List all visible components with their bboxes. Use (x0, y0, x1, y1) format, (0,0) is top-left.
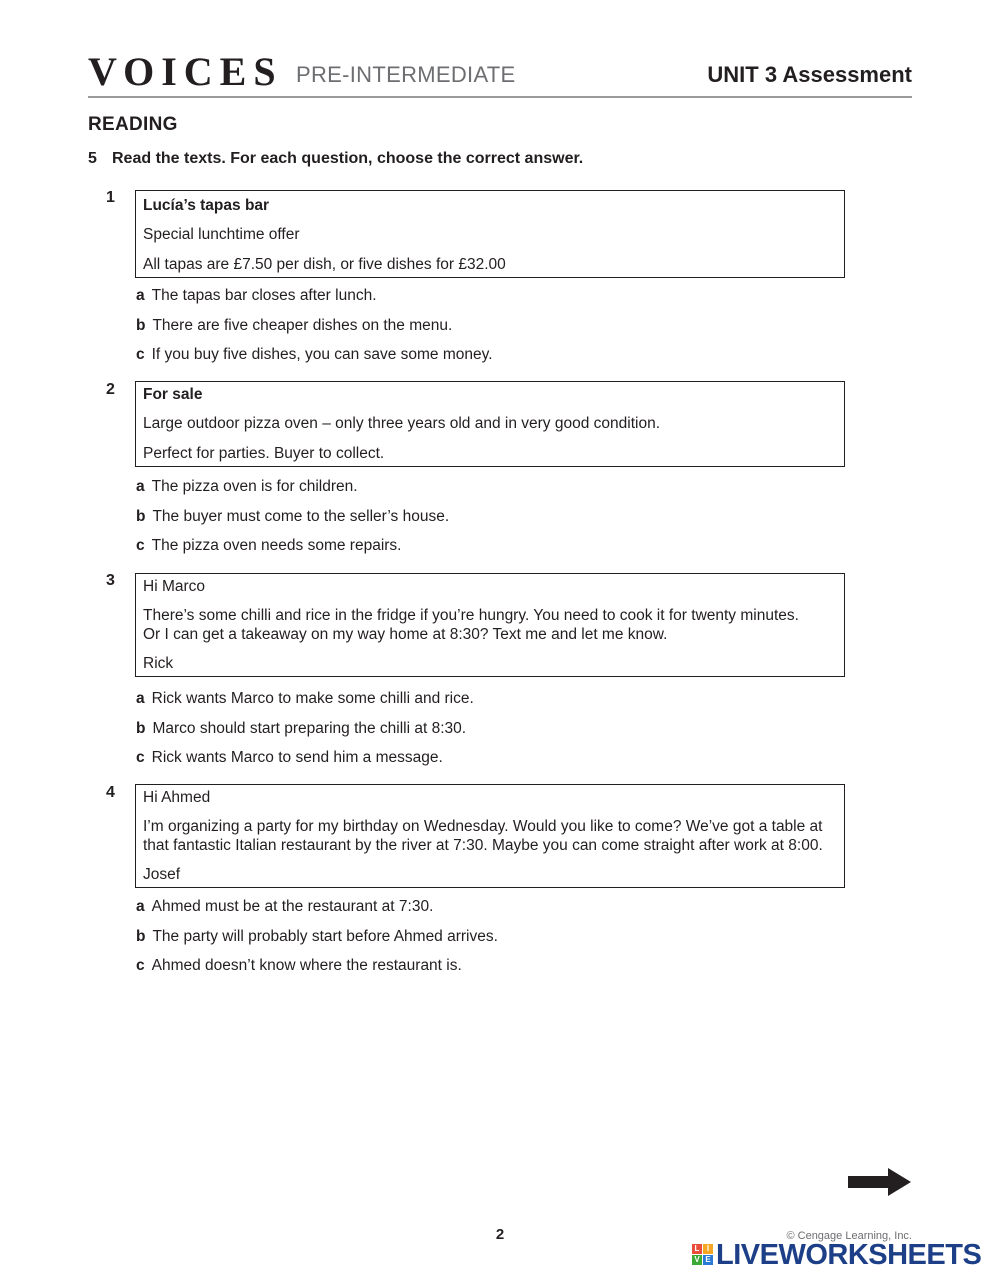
option-letter: b (136, 317, 146, 334)
option-letter: c (136, 957, 145, 974)
option-letter: a (136, 690, 145, 707)
option-letter: c (136, 346, 145, 363)
question-number: 2 (106, 381, 115, 398)
box-line: that fantastic Italian restaurant by the river at 7:30. Maybe you can come straight after work at 8:00. (143, 837, 823, 854)
answer-option-c[interactable] (136, 346, 493, 364)
text-box (135, 784, 845, 888)
copyright-notice: © Cengage Learning, Inc. (786, 1230, 912, 1242)
answer-option-c[interactable] (136, 749, 443, 767)
answer-option-a[interactable] (136, 690, 474, 708)
arrow-right-icon[interactable] (848, 1166, 912, 1198)
answer-option-a[interactable] (136, 898, 433, 916)
box-line: Or I can get a takeaway on my way home at 8:30? Text me and let me know. (143, 626, 668, 643)
option-text: The pizza oven is for children. (151, 478, 358, 495)
answer-option-a[interactable] (136, 287, 377, 305)
option-letter: a (136, 287, 145, 304)
option-letter: b (136, 928, 146, 945)
answer-option-b[interactable] (136, 928, 498, 946)
answer-option-c[interactable] (136, 957, 462, 975)
box-signature: Josef (143, 866, 181, 883)
question-number: 4 (106, 784, 115, 801)
option-text: Rick wants Marco to send him a message. (151, 749, 443, 766)
option-text: Ahmed doesn’t know where the restaurant is. (151, 957, 462, 974)
option-text: The pizza oven needs some repairs. (151, 537, 402, 554)
option-letter: b (136, 720, 146, 737)
text-box (135, 381, 845, 467)
instruction-number: 5 (88, 150, 97, 167)
box-line: I’m organizing a party for my birthday on Wednesday. Would you like to come? We’ve got a table at (143, 818, 823, 835)
question-number: 1 (106, 189, 115, 206)
box-signature: Rick (143, 655, 174, 672)
section-title: READING (88, 114, 178, 135)
answer-option-b[interactable] (136, 508, 449, 526)
text-box (135, 190, 845, 278)
answer-option-a[interactable] (136, 478, 358, 496)
liveworksheets-logo (692, 1240, 990, 1272)
box-title: Lucía’s tapas bar (143, 197, 270, 214)
page-header (88, 46, 912, 98)
option-text: Marco should start preparing the chilli at 8:30. (152, 720, 467, 737)
box-line: Perfect for parties. Buyer to collect. (143, 445, 385, 462)
box-line: Hi Marco (143, 578, 206, 595)
box-line: Hi Ahmed (143, 789, 211, 806)
answer-option-b[interactable] (136, 720, 466, 738)
option-text: The tapas bar closes after lunch. (151, 287, 377, 304)
option-letter: a (136, 898, 145, 915)
instruction-text: Read the texts. For each question, choose the correct answer. (112, 150, 584, 167)
box-title: For sale (143, 386, 203, 403)
text-box (135, 573, 845, 677)
box-line: Special lunchtime offer (143, 226, 300, 243)
option-letter: c (136, 537, 145, 554)
option-letter: a (136, 478, 145, 495)
box-line: There’s some chilli and rice in the fridge if you’re hungry. You need to cook it for twenty minutes. (143, 607, 799, 624)
logo-tile-icon: V (692, 1255, 702, 1265)
option-letter: b (136, 508, 146, 525)
question-number: 3 (106, 572, 115, 589)
answer-option-c[interactable] (136, 537, 401, 555)
page-number: 2 (495, 1226, 505, 1243)
answer-option-b[interactable] (136, 317, 452, 335)
option-letter: c (136, 749, 145, 766)
option-text: If you buy five dishes, you can save some money. (151, 346, 493, 363)
logo-tile-icon: E (703, 1255, 713, 1265)
option-text: Ahmed must be at the restaurant at 7:30. (151, 898, 434, 915)
logo-tile-icon: I (703, 1244, 713, 1254)
option-text: There are five cheaper dishes on the menu. (152, 317, 453, 334)
box-line: All tapas are £7.50 per dish, or five dishes for £32.00 (143, 256, 506, 273)
option-text: The party will probably start before Ahmed arrives. (152, 928, 498, 945)
brand-title: VOICES (88, 49, 283, 94)
level-label: PRE-INTERMEDIATE (296, 62, 516, 87)
box-line: Large outdoor pizza oven – only three years old and in very good condition. (143, 415, 661, 432)
option-text: The buyer must come to the seller’s house. (152, 508, 450, 525)
logo-tile-icon: L (692, 1244, 702, 1254)
liveworksheets-wordmark: LIVEWORKSHEETS (716, 1239, 982, 1271)
unit-label: UNIT 3 Assessment (707, 62, 912, 87)
option-text: Rick wants Marco to make some chilli and rice. (151, 690, 474, 707)
